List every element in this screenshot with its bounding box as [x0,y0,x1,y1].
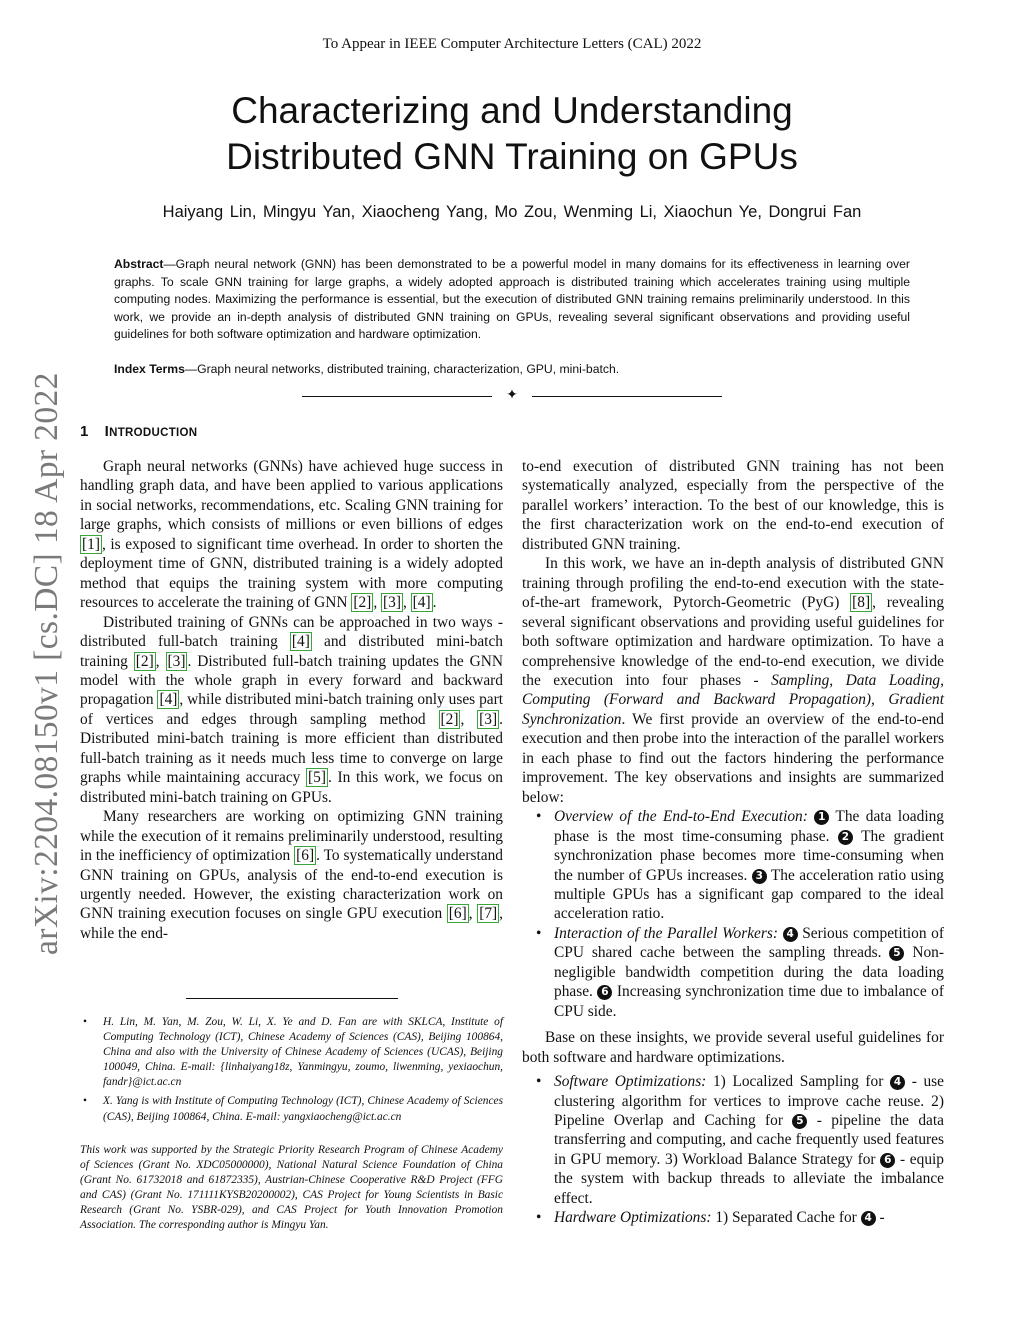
guideline-hardware [554,1208,944,1227]
abstract-text: —Graph neural network (GNN) has been demonstrated to be a powerful model in many domains for its effectiveness in learning over graphs. To scale GNN training for large graphs, a widely adopted approach is distributed training which accelerates training using multiple computing nodes. Maximizing the performance is essential, but the execution of distributed GNN training remains preliminarily understood. In this work, we provide an in-depth analysis of distributed GNN training on GPUs, revealing several significant observations and providing useful guidelines for both software optimization and hardware optimization. [114,257,910,342]
text-run: , while the end- [80,905,503,942]
number-1-icon: 1 [814,810,829,825]
text-run: - pipeline the data transferring and computing, and cache frequently used features in GPU memory. 3) Workload Balance Strategy for [554,1111,944,1168]
phases-list: Sampling, Data Loading, Computing (Forward and Backward Propagation), Gradient Synchronization [522,671,944,728]
text-run: , [373,594,382,612]
number-6-icon: 6 [880,1153,895,1168]
observation-lead: Interaction of the Parallel Workers: [554,924,778,942]
text-run: 1) Separated Cache for [711,1209,861,1227]
text-run: In this work, we have an in-depth analysis of distributed GNN training through profiling the end-to-end execution with the state-of-the-art framework, Pytorch-Geometric (PyG) [522,555,944,612]
citation-link[interactable]: [6] [296,847,315,865]
guideline-lead: Hardware Optimizations: [554,1209,712,1227]
section-number: 1 [80,423,89,440]
index-terms [114,361,910,379]
guideline-lead: Software Optimizations: [554,1073,707,1091]
citation-link[interactable]: [5] [308,769,326,787]
paper-title-line-2: Distributed GNN Training on GPUs [226,136,798,177]
text-run: . We first provide an overview of the end-to-end execution and then probe into the interaction of the parallel workers in each phase to find out the factors hindering the performance improvement. The key observations and insights are summarized below: [522,710,944,806]
citation-link[interactable]: [7] [479,905,498,923]
intro-paragraph-1 [80,457,503,613]
number-6-icon: 6 [597,985,612,1000]
citation-link[interactable]: [4] [291,633,310,651]
intro-paragraph-3 [80,807,503,943]
index-terms-text: —Graph neural networks, distributed training, characterization, GPU, mini-batch. [184,362,620,376]
number-5-icon: 5 [889,946,904,961]
text-run: Increasing synchronization time due to imbalance of CPU side. [554,983,944,1020]
text-run: The gradient synchronization phase becomes more time-consuming when the number of GPUs increases. [554,827,944,884]
text-run: The data loading phase is the most time-consuming phase. [554,808,944,845]
citation-link[interactable]: [8] [852,594,871,612]
section-divider [302,387,722,405]
paper-title [0,88,1024,180]
left-column [80,457,503,943]
number-4-icon: 4 [861,1211,876,1226]
text-run: - [875,1209,885,1227]
citation-link[interactable]: [2] [440,710,459,728]
text-run: . In this work, we focus on distributed mini-batch training on GPUs. [80,769,503,806]
text-run: , is exposed to significant time overhead. In order to shorten the deployment time of GNN, distributed training is a widely adopted method that equips the training system with more computing resources to accelerate the training of GNN [80,535,503,612]
index-terms-label: Index Terms [114,362,185,376]
running-head: To Appear in IEEE Computer Architecture Letters (CAL) 2022 [322,36,702,52]
intro-paragraph-continued: to-end execution of distributed GNN training has not been systematically analyzed, especially from the perspective of the parallel workers’ interaction. To the best of our knowledge, this is the first characterization work on the end-to-end execution of distributed GNN training. [522,458,944,553]
affiliation-note: • X. Yang is with Institute of Computing Technology (ICT), Chinese Academy of Sciences (CAS), Beijing 100864, China. E-mail: yangxiaocheng@ict.ac.cn [103,1094,503,1124]
citation-link[interactable]: [2] [135,652,154,670]
citation-link[interactable]: [6] [448,905,467,923]
observation-item [554,807,944,924]
observation-lead: Overview of the End-to-End Execution: [554,808,808,826]
text-run: and distributed mini-batch training [80,633,503,670]
observation-item [554,924,944,1021]
affiliation-note: • H. Lin, M. Yan, M. Zou, W. Li, X. Ye and D. Fan are with SKLCA, Institute of Computing Technology (ICT), Chinese Academy of Sciences (CAS), Beijing 100864, China and also with the University of Chinese Academy of Sciences (UCAS), Beijing 100049, China. E-mail: {linhaiyang18z, Yanmingyu, zoumo, liwenming, yexiaochun, fandr}@ict.ac.cn [103,1015,503,1090]
citation-link[interactable]: [3] [479,710,498,728]
text-run: . Distributed full-batch training updates the GNN model with the whole graph in every forward and backward propagation [80,652,503,709]
text-run: . [432,594,437,612]
text-run: , [155,652,166,670]
guideline-software [554,1072,944,1208]
citation-link[interactable]: [4] [412,594,431,612]
section-heading [80,423,197,440]
text-run: , [402,594,411,612]
text-run: 1) Localized Sampling for [706,1073,891,1091]
text-run: Graph neural networks (GNNs) have achieved huge success in handling graph data, and have been applied to various applications in social networks, recommendations, etc. Scaling GNN training for large graphs, which consists of millions or even billions of edges [80,458,503,534]
guidelines-paragraph: Base on these insights, we provide several useful guidelines for both software and hardware optimizations. [522,1029,944,1066]
citation-link[interactable]: [4] [159,691,178,709]
funding-note: This work was supported by the Strategic Priority Research Program of Chinese Academy of Sciences (Grant No. XDC05000000), National Natural Science Foundation of China (Grant No. 61732018 and 61872335), Austrian-Chinese Cooperative R&D Project (FFG and CAS) (Grant No. 171111KYSB20200002), CAS Project for Young Scientists in Basic Research (Grant No. YSBR-029), and CAS Project for Youth Innovation Promotion Association. The corresponding author is Mingyu Yan. [80,1144,503,1232]
divider-star-icon: ✦ [506,388,518,403]
number-4-icon: 4 [890,1075,905,1090]
text-run: Many researchers are working on optimizing GNN training while the execution of it remains preliminarily understood, resulting in the inefficiency of optimization [80,808,503,865]
observations-list [522,807,944,1021]
text-run: , [460,710,478,728]
abstract [114,256,910,344]
text-run: . Distributed mini-batch training is more efficient than distributed full-batch training as it needs much less time to converge on large graphs while maintaining accuracy [80,710,503,787]
citation-link[interactable]: [3] [167,652,186,670]
text-run: - equip the system with backup threads to alleviate the imbalance effect. [554,1150,944,1207]
number-3-icon: 3 [752,869,767,884]
text-run: The acceleration ratio using multiple GPUs has a significant gap compared to the ideal acceleration ratio. [554,866,944,923]
divider-rule-left [302,396,492,397]
author-list: Haiyang Lin, Mingyu Yan, Xiaocheng Yang, Mo Zou, Wenming Li, Xiaochun Ye, Dongrui Fan [162,203,862,221]
text-run: , while distributed mini-batch training only uses part of vertices and edges through sampling method [80,691,503,728]
right-column [522,457,944,1228]
text-run: , revealing several significant observations and providing useful guidelines for both software optimization and hardware optimization. To have a comprehensive knowledge of the end-to-end execution, we divide the execution into four phases - [522,594,945,689]
text-run: . To systematically understand GNN training on GPUs, analysis of the end-to-end execution is urgently needed. However, the existing characterization work on GNN training execution focuses on single GPU execution [80,847,503,923]
citation-link[interactable]: [3] [383,594,401,612]
abstract-label: Abstract [114,257,164,271]
intro-paragraph-4 [522,554,944,807]
number-2-icon: 2 [838,830,853,845]
guidelines-list [522,1072,944,1228]
intro-paragraph-2 [80,613,503,808]
text-run: Serious competition of CPU shared cache between the sampling threads. [554,924,944,962]
text-run: - use clustering algorithm for vertices to improve cache reuse. 2) Pipeline Overlap and Caching for [554,1073,944,1129]
affiliation-footnotes [80,1015,503,1129]
section-title-rest: NTRODUCTION [109,427,198,439]
divider-rule-right [532,396,722,397]
text-run: , [468,905,478,923]
text-run: Non-negligible bandwidth competition during the data loading phase. [554,944,944,1001]
text-run: Distributed training of GNNs can be approached in two ways - distributed full-batch training [80,613,503,651]
arxiv-identifier[interactable]: arXiv:2204.08150v1 [cs.DC] 18 Apr 2022 [28,372,65,955]
section-title-initial: I [104,423,110,440]
citation-link[interactable]: [1] [82,535,100,553]
paper-title-line-1: Characterizing and Understanding [231,90,793,131]
footnote-rule [186,998,398,999]
number-5-icon: 5 [792,1114,807,1129]
citation-link[interactable]: [2] [353,594,372,612]
number-4-icon: 4 [783,927,798,942]
